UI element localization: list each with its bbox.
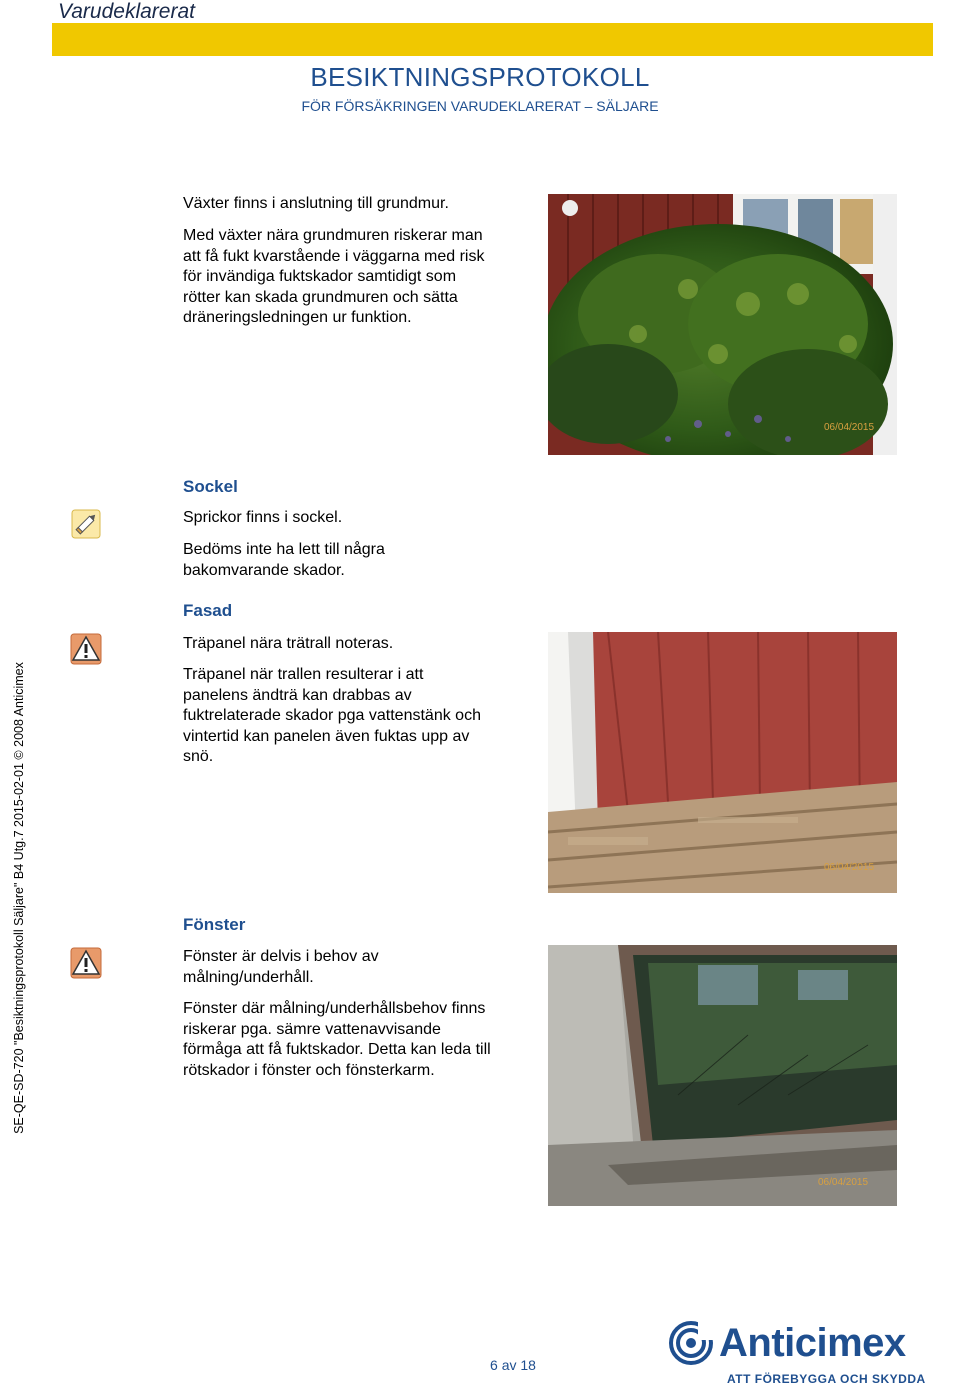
- fasad-line: vintertid kan panelen även fuktas upp av: [183, 727, 470, 745]
- sockel-statement: Sprickor finns i sockel.: [183, 509, 343, 526]
- anticimex-logo-icon: [668, 1320, 714, 1366]
- header-bar: [52, 23, 933, 56]
- plants-line: dräneringsledningen ur funktion.: [183, 309, 412, 326]
- photo-date: 06/04/2015: [824, 862, 875, 873]
- photo-facade-deck: [548, 632, 897, 893]
- fonster-description: [183, 999, 543, 1081]
- fasad-statement: Träpanel nära trätrall noteras.: [183, 635, 394, 652]
- warning-icon: [70, 633, 102, 665]
- fasad-line: panelens ändträ kan drabbas av: [183, 686, 412, 704]
- logo-wordmark: Anticimex: [719, 1321, 906, 1365]
- logo-tagline: ATT FÖREBYGGA OCH SKYDDA: [727, 1372, 926, 1386]
- plants-line: att få fukt kvarstående i väggarna med risk: [183, 247, 485, 265]
- fasad-line: fuktrelaterade skador pga vattenstänk och: [183, 707, 481, 724]
- plants-statement: Växter finns i anslutning till grundmur.: [183, 195, 449, 212]
- photo-date: 06/04/2015: [818, 1177, 869, 1188]
- fonster-line: riskerar pga. sämre vattenavvisande: [183, 1020, 441, 1038]
- fonster-line: Fönster är delvis i behov av: [183, 948, 379, 965]
- section-heading-fonster: Fönster: [183, 915, 246, 934]
- photo-window-frame: [548, 945, 897, 1206]
- fonster-line: förmåga att få fuktskador. Detta kan leda till: [183, 1041, 491, 1058]
- photo-date: 06/04/2015: [824, 422, 875, 433]
- sockel-line: bakomvarande skador.: [183, 561, 345, 579]
- fonster-line: målning/underhåll.: [183, 968, 314, 986]
- fonster-line: rötskador i fönster och fönsterkarm.: [183, 1061, 435, 1079]
- document-title: BESIKTNINGSPROTOKOLL: [310, 62, 650, 92]
- fasad-line: Träpanel när trallen resulterar i att: [183, 666, 424, 683]
- fonster-statement: [183, 947, 543, 988]
- sockel-line: Bedöms inte ha lett till några: [183, 541, 385, 558]
- document-subtitle: FÖR FÖRSÄKRINGEN VARUDEKLARERAT – SÄLJARE: [301, 98, 659, 114]
- fasad-description: [183, 665, 543, 768]
- plants-line: Med växter nära grundmuren riskerar man: [183, 227, 483, 244]
- plants-line: rötter kan skada grundmuren och sätta: [183, 288, 458, 306]
- plants-line: för invändiga fuktskador samtidigt som: [183, 268, 457, 285]
- section-heading-sockel: Sockel: [183, 477, 238, 496]
- pencil-icon: [70, 508, 102, 540]
- photo-plants-foundation: [548, 194, 897, 455]
- document-category: Varudeklarerat: [58, 0, 195, 23]
- warning-icon: [70, 947, 102, 979]
- sockel-description: [183, 540, 543, 581]
- plants-description: [183, 226, 543, 329]
- page-number: 6 av 18: [490, 1357, 536, 1373]
- section-heading-fasad: Fasad: [183, 601, 233, 620]
- fonster-line: Fönster där målning/underhållsbehov finns: [183, 1000, 486, 1017]
- document-reference: SE-QE-SD-720 "Besiktningsprotokoll Säljare" B4 Utg.7 2015-02-01 © 2008 Anticimex: [12, 662, 26, 1134]
- fasad-line: snö.: [183, 748, 214, 765]
